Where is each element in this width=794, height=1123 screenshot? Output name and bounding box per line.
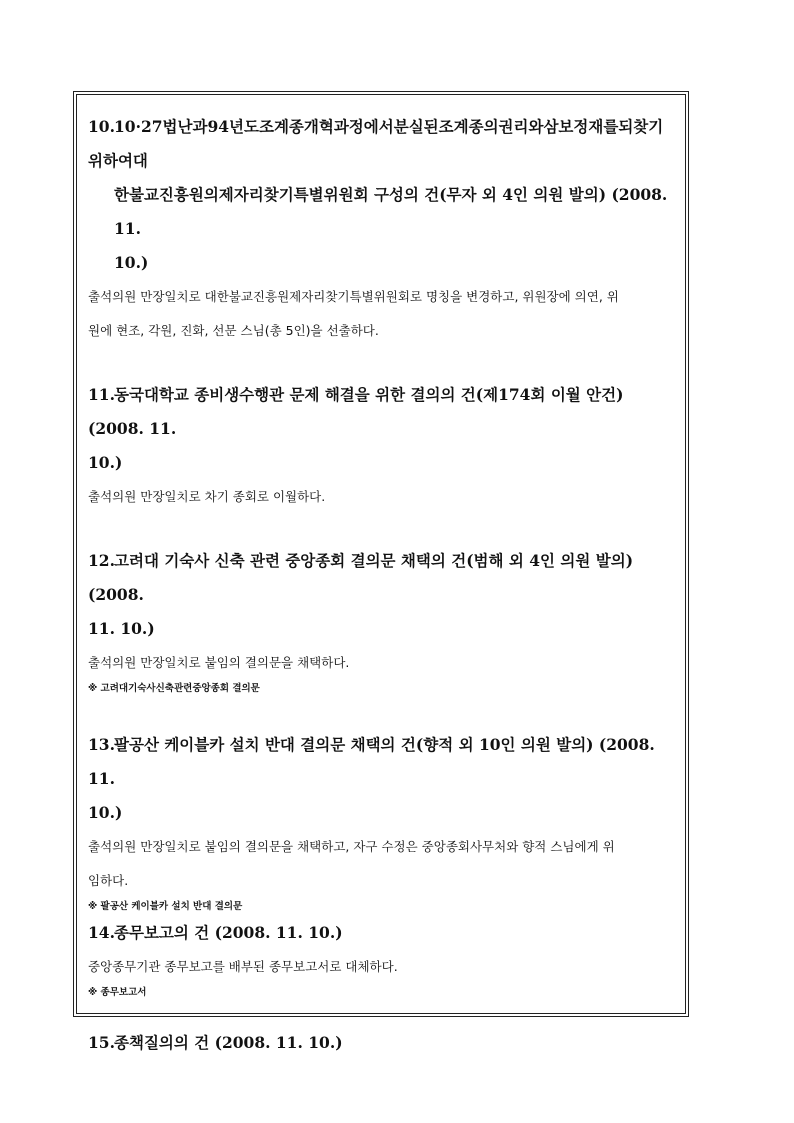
- item-title-line: 10·27법난과94년도조계종개혁과정에서분실된조계종의권리와삼보정재를되찾기위하여대: [88, 117, 664, 170]
- attachment-note: ※ 종무보고서: [88, 987, 147, 998]
- item-result-line: 중앙종무기관 종무보고를 배부된 종무보고서로 대체하다.: [88, 959, 398, 974]
- item-title: [88, 110, 672, 178]
- item-result-line: 출석의원 만장일치로 차기 종회로 이월하다.: [88, 489, 326, 504]
- item-result-line: 임하다.: [88, 873, 129, 888]
- item-result-line: 원에 현조, 각원, 진화, 선문 스님(총 5인)을 선출하다.: [88, 323, 379, 338]
- item-title-line: 11. 10.): [88, 619, 155, 638]
- item-result-line: 출석의원 만장일치로 붙임의 결의문을 채택하다.: [88, 655, 350, 670]
- item-title-line: 종무보고의 건 (2008. 11. 10.): [114, 923, 343, 942]
- item-title: [88, 916, 672, 950]
- minutes-body: [88, 110, 672, 1060]
- item-number: 11.: [88, 385, 115, 404]
- agenda-item-10: [88, 110, 672, 348]
- item-title: [88, 728, 672, 796]
- item-title-line: 동국대학교 종비생수행관 문제 해결을 위한 결의의 건(제174회 이월 안건) (2008. 11.: [88, 385, 624, 438]
- item-title: [88, 544, 672, 612]
- item-result-line: 출석의원 만장일치로 붙임의 결의문을 채택하고, 자구 수정은 중앙종회사무처와 향적 스님에게 위: [88, 839, 615, 854]
- item-number: 13.: [88, 735, 115, 754]
- item-title: [88, 1026, 672, 1060]
- item-title-line: 한불교진흥원의제자리찾기특별위원회 구성의 건(무자 외 4인 의원 발의) (2008. 11.: [114, 185, 668, 238]
- item-title-line: 10.): [88, 803, 123, 822]
- agenda-item-15: [88, 1026, 672, 1060]
- agenda-item-11: [88, 378, 672, 514]
- item-title-line: 팔공산 케이블카 설치 반대 결의문 채택의 건(향적 외 10인 의원 발의) (2008. 11.: [88, 735, 655, 788]
- item-title-line: 종책질의의 건 (2008. 11. 10.): [114, 1033, 343, 1052]
- item-number: 14.: [88, 923, 115, 942]
- item-number: 10.: [88, 117, 115, 136]
- item-number: 15.: [88, 1033, 115, 1052]
- item-title-line: 10.): [114, 253, 149, 272]
- item-result-line: 출석의원 만장일치로 대한불교진흥원제자리찾기특별위원회로 명칭을 변경하고, 위원장에 의연, 위: [88, 289, 619, 304]
- agenda-item-12: [88, 544, 672, 698]
- item-title: [88, 378, 672, 446]
- item-title-line: 10.): [88, 453, 123, 472]
- attachment-note: ※ 팔공산 케이블카 설치 반대 결의문: [88, 901, 243, 912]
- agenda-item-13: [88, 728, 672, 916]
- item-number: 12.: [88, 551, 115, 570]
- item-title-line: 고려대 기숙사 신축 관련 중앙종회 결의문 채택의 건(범해 외 4인 의원 발의) (2008.: [88, 551, 634, 604]
- attachment-note: ※ 고려대기숙사신축관련중앙종회 결의문: [88, 683, 260, 694]
- agenda-item-14: [88, 916, 672, 1002]
